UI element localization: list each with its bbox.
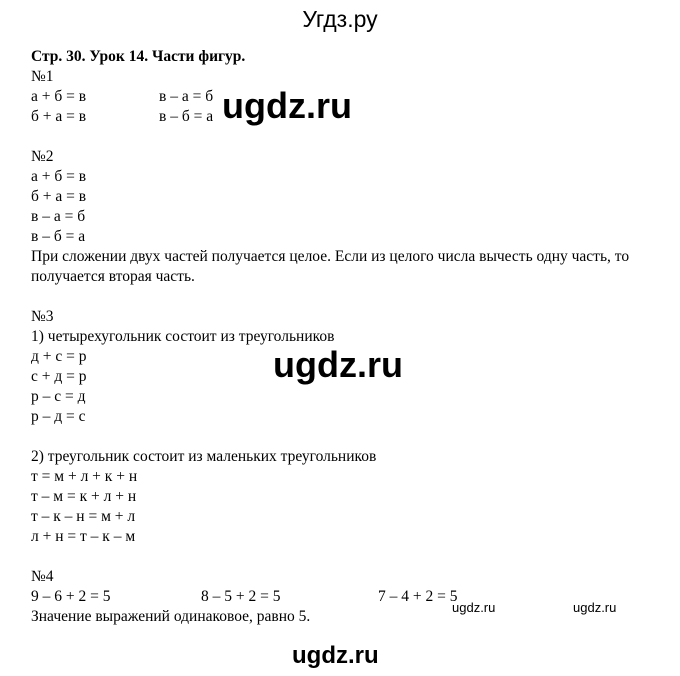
task3-part1-equation: с + д = р (31, 368, 87, 385)
watermark-middle: ugdz.ru (273, 344, 403, 385)
task4-conclusion: Значение выражений одинаковое, равно 5. (31, 608, 311, 625)
task4-expressions (31, 587, 651, 607)
task1-equation-right: в – а = б (159, 88, 214, 105)
spacer (31, 547, 651, 567)
watermark-bottom: ugdz.ru (292, 642, 379, 669)
task3-part2-equation: т – к – н = м + л (31, 508, 136, 525)
task2-equation: в – б = а (31, 228, 86, 245)
task4-label: №4 (31, 568, 54, 585)
watermark-top: ugdz.ru (222, 85, 352, 126)
task3-part1-equation: р – с = д (31, 388, 86, 405)
watermark-small-right: ugdz.ru (573, 600, 617, 615)
task1-equation-left: б + а = в (31, 108, 87, 125)
spacer (31, 127, 651, 147)
task2-explanation: При сложении двух частей получается целое. Если из целого числа вычесть одну часть, то получается вторая часть. (31, 248, 630, 285)
task2-equation: в – а = б (31, 208, 86, 225)
task2-label: №2 (31, 148, 54, 165)
page-title: Стр. 30. Урок 14. Части фигур. (31, 48, 246, 65)
task3-part2-equation: л + н = т – к – м (31, 528, 136, 545)
task3-part1-heading: 1) четырехугольник состоит из треугольников (31, 328, 335, 345)
task4-expression: 9 – 6 + 2 = 5 (31, 588, 111, 605)
task3-part2-equation: т – м = к + л + н (31, 488, 137, 505)
task1-equation-left: а + б = в (31, 88, 87, 105)
task3-part1-equation: р – д = с (31, 408, 86, 425)
task2-equation: б + а = в (31, 188, 87, 205)
task3-part1-equation: д + с = р (31, 348, 87, 365)
task1-equation-right: в – б = а (159, 108, 214, 125)
task4-expression: 8 – 5 + 2 = 5 (201, 588, 281, 605)
task3-part2-heading: 2) треугольник состоит из маленьких треугольников (31, 448, 377, 465)
task1-label: №1 (31, 68, 54, 85)
spacer (31, 427, 651, 447)
site-header: Угдз.ру (302, 6, 378, 32)
task2-equation: а + б = в (31, 168, 87, 185)
solution-content (31, 47, 651, 627)
task4-expression: 7 – 4 + 2 = 5 (378, 588, 458, 605)
task3-part2-equation: т = м + л + к + н (31, 468, 138, 485)
watermark-small-left: ugdz.ru (452, 600, 496, 615)
spacer (31, 287, 651, 307)
task3-label: №3 (31, 308, 54, 325)
